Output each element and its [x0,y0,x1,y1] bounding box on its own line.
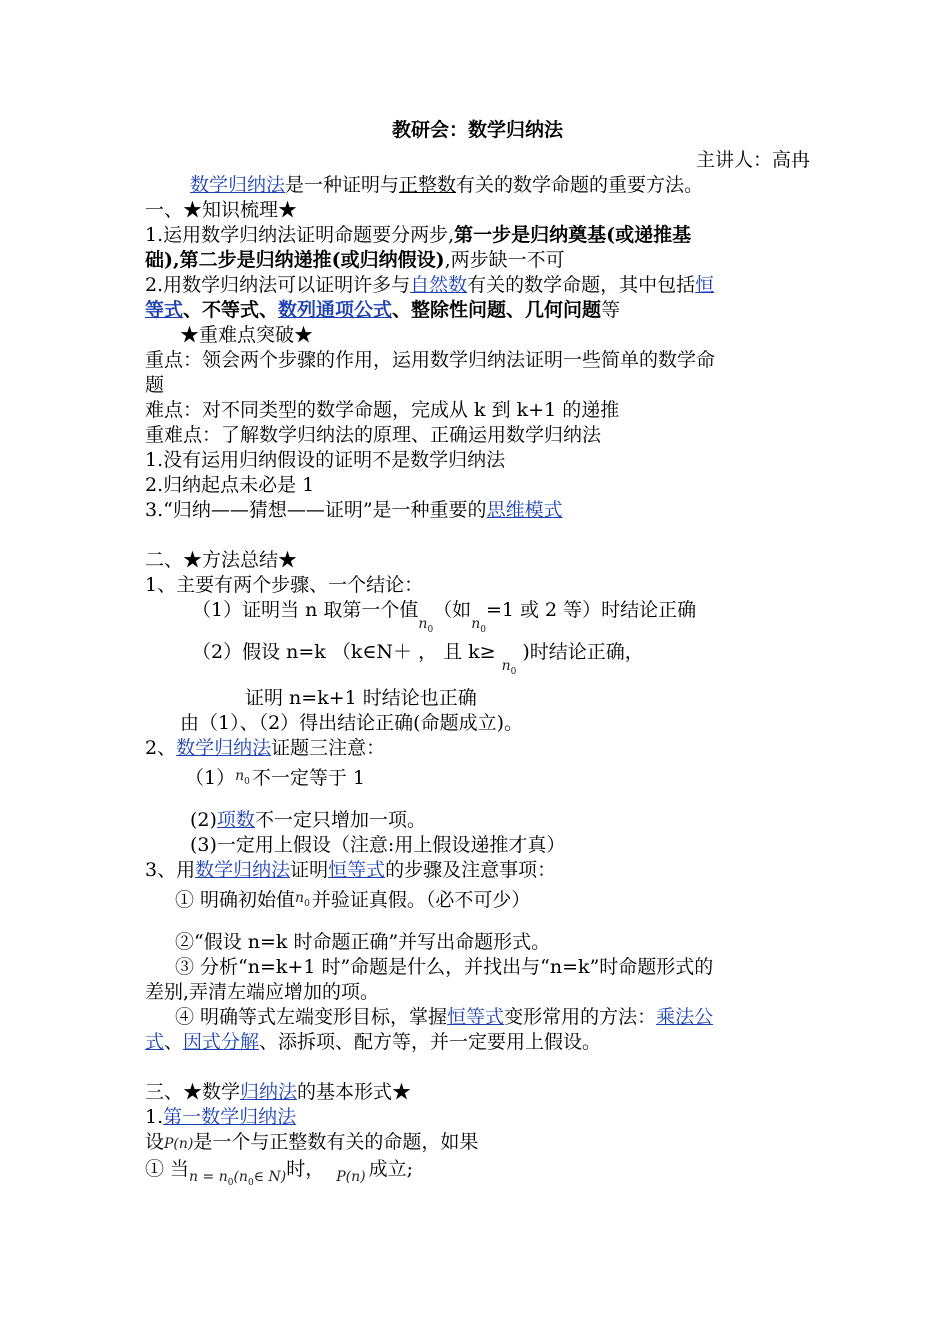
link-multiplication-formula-a[interactable]: 乘法公 [656,1006,714,1028]
s1-note-2: 2.归纳起点未必是 1 [145,474,315,496]
s2-step-c-line1: ③ 分析“n=k+1 时”命题是什么，并找出与“n=k”时命题形式的 [175,956,714,978]
intro-paragraph: 数学归纳法是一种证明与正整数有关的数学命题的重要方法。 [190,174,704,196]
link-induction-4[interactable]: 归纳法 [240,1081,298,1103]
s1-p1-line2: 础),第二步是归纳递推(或归纳假设),两步缺一不可 [145,249,565,271]
s2-item3: 3、用数学归纳法证明恒等式的步骤及注意事项： [145,859,557,881]
s3-form1-def: 设P(n)是一个与正整数有关的命题，如果 [145,1131,479,1153]
intro-link-induction[interactable]: 数学归纳法 [190,174,286,196]
section2-heading: 二、★方法总结★ [145,549,298,571]
s1-hard: 难点：对不同类型的数学命题，完成从 k 到 k+1 的递推 [145,399,620,421]
link-induction-2[interactable]: 数学归纳法 [176,737,272,759]
math-pn: P(n) [336,1169,366,1185]
section3-heading: 三、★数学归纳法的基本形式★ [145,1081,412,1103]
link-identity-a[interactable]: 恒 [695,274,715,296]
s1-key: 重难点：了解数学归纳法的原理、正确运用数学归纳法 [145,424,602,446]
s2-step-c-line2: 差别,弄清左端应增加的项。 [145,981,380,1003]
s2-step-b: ②“假设 n=k 时命题正确”并写出命题形式。 [175,931,551,953]
s1-focus-line2: 题 [145,374,165,396]
s1-note-3: 3.“归纳——猜想——证明”是一种重要的思维模式 [145,499,563,521]
link-sequence-formula[interactable]: 数列通项公式 [278,299,393,321]
math-n0: n0 [235,768,250,787]
math-n0: n0 [295,890,310,909]
document-page [145,118,810,1196]
s2-step-d-line2: 式、因式分解、添拆项、配方等，并一定要用上假设。 [145,1031,602,1053]
s3-form1: 1.第一数学归纳法 [145,1106,297,1128]
link-term-count[interactable]: 项数 [216,809,255,831]
s2-note1: $(1)^{n_0}$ 不一定等于 1 [185,767,365,789]
s3-form1-cond: ① 当$_{n = n_0(n_0\in N)}$时， $_{P(n)}$ 成立; [145,1158,413,1188]
s1-subheading: ★重难点突破★ [180,324,314,346]
s2-step1: （1）证明当 n 取第一个值$n_0$（如$n_0=1$ 或 2 等）时结论正确 [145,598,810,638]
s2-note2: (2)项数不一定只增加一项。 [190,809,426,831]
s1-p2-line2: 等式、不等式、数列通项公式、整除性问题、几何问题等 [145,299,621,321]
link-identity-3[interactable]: 恒等式 [447,1006,505,1028]
s1-focus-line1: 重点：领会两个步骤的作用，运用数学归纳法证明一些简单的数学命 [145,349,716,371]
link-identity-2[interactable]: 恒等式 [328,859,386,881]
math-n0: $n_0$ [418,616,434,635]
s2-step-a: ① 明确初始值$^{n_0}$ 并验证真假。（必不可少） [175,889,531,911]
page-title: 教研会：数学归纳法 [391,119,563,141]
s1-p2-line1: 2.用数学归纳法可以证明许多与自然数有关的数学命题，其中包括恒 [145,274,715,296]
link-thinking-mode[interactable]: 思维模式 [486,499,563,521]
speaker-line: 主讲人：高冉 [695,149,810,171]
link-induction-3[interactable]: 数学归纳法 [195,859,291,881]
link-multiplication-formula-b[interactable]: 式 [145,1031,165,1053]
s1-note-1: 1.没有运用归纳假设的证明不是数学归纳法 [145,449,506,471]
math-pn: P(n) [164,1136,194,1152]
s2-step3: 证明 n=k+1 时结论也正确 [245,687,477,709]
math-base-condition: n = n0(n0∈ N) [189,1169,287,1188]
link-factorization[interactable]: 因式分解 [183,1031,260,1053]
s2-note3: (3)一定用上假设（注意:用上假设递推才真） [190,834,566,856]
s2-conclusion: 由（1）、（2）得出结论正确(命题成立)。 [180,712,524,734]
s2-step2: （2）假设 n=k （k∈N＋ ， 且 $k\ge n_0$)时结论正确， [145,640,810,686]
s2-item1: 1、主要有两个步骤、一个结论： [145,574,424,596]
math-n0: $n_0$ [501,658,517,677]
section1-heading: 一、★知识梳理★ [145,199,298,221]
math-n0: $n_0$ [471,616,486,635]
s2-step-d-line1: ④ 明确等式左端变形目标，掌握恒等式变形常用的方法：乘法公 [175,1006,714,1028]
s1-p1-line1: 1.运用数学归纳法证明命题要分两步,第一步是归纳奠基(或递推基 [145,224,692,246]
link-first-induction[interactable]: 第一数学归纳法 [163,1106,297,1128]
s2-item2: 2、数学归纳法证题三注意： [145,737,386,759]
link-natural-number[interactable]: 自然数 [410,274,468,296]
link-identity-b[interactable]: 等式 [145,299,184,321]
